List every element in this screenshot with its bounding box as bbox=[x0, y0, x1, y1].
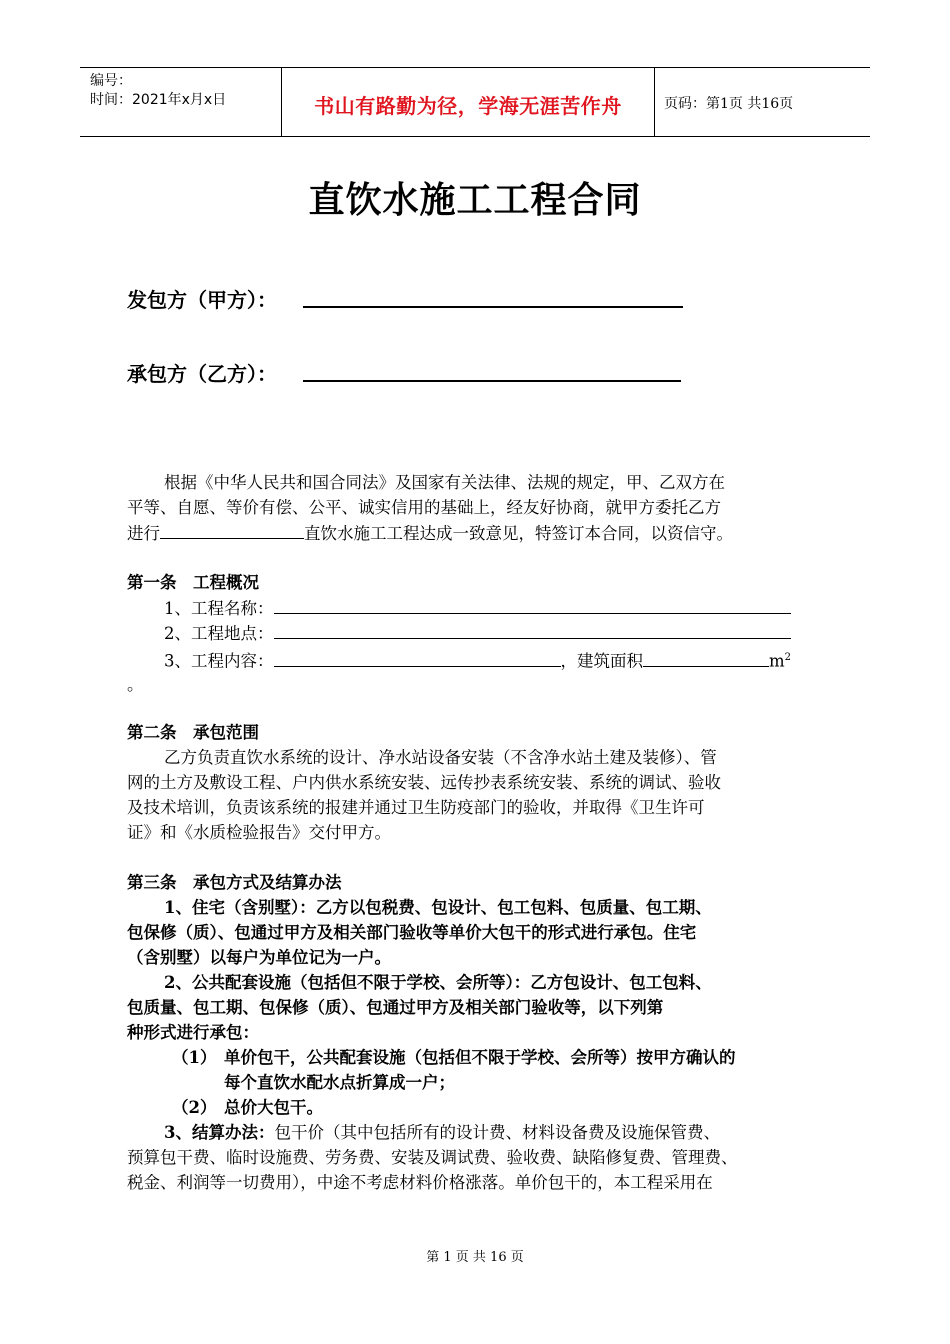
article2-line: 网的土方及敷设工程、户内供水系统安装、远传抄表系统安装、系统的调试、验收 bbox=[127, 773, 721, 792]
party-a-line bbox=[127, 284, 277, 313]
article1-item bbox=[164, 620, 791, 646]
article2-line: 乙方负责直饮水系统的设计、净水站设备安装（不含净水站土建及装修）、管 bbox=[164, 748, 717, 767]
article-heading: 第一条 工程概况 bbox=[127, 573, 259, 592]
item-label: 2、工程地点： bbox=[164, 624, 274, 643]
intro-prefix: 进行 bbox=[127, 524, 160, 543]
article-heading: 第二条 承包范围 bbox=[127, 723, 259, 742]
party-a-label: 发包方（甲方）： bbox=[127, 288, 277, 312]
area-label: ，建筑面积 bbox=[560, 651, 643, 671]
area-blank bbox=[643, 648, 769, 667]
page-title: 直饮水施工工程合同 bbox=[308, 179, 642, 221]
option-number: （2） bbox=[172, 1098, 217, 1117]
party-a-blank bbox=[303, 306, 683, 308]
article3-line: 包质量、包工期、包保修（质）、包通过甲方及相关部门验收等，以下列第 bbox=[127, 998, 664, 1017]
header-motto: 书山有路勤为径，学海无涯苦作舟 bbox=[314, 94, 622, 118]
article1-item bbox=[164, 595, 791, 621]
intro-line: 根据《中华人民共和国合同法》及国家有关法律、法规的规定，甲、乙双方在 bbox=[164, 473, 725, 492]
project-name-blank bbox=[160, 520, 304, 539]
trailing-mark: 。 bbox=[127, 675, 144, 694]
area-unit-sup: 2 bbox=[784, 652, 792, 663]
item-blank bbox=[274, 648, 561, 667]
article3-line bbox=[164, 1120, 720, 1145]
document-header bbox=[80, 67, 870, 137]
article3-line: 包保修（质）、包通过甲方及相关部门验收等单价大包干的形式进行承包。住宅 bbox=[127, 923, 697, 942]
intro-suffix: 直饮水施工工程达成一致意见，特签订本合同，以资信守。 bbox=[304, 524, 733, 543]
item-label: 3、工程内容： bbox=[164, 651, 274, 671]
article1-item bbox=[164, 645, 791, 674]
option-number: （1） bbox=[172, 1048, 217, 1067]
article3-line: 税金、利润等一切费用），中途不考虑材料价格涨落。单价包干的，本工程采用在 bbox=[127, 1173, 713, 1192]
article2-line: 及技术培训，负责该系统的报建并通过卫生防疫部门的验收，并取得《卫生许可 bbox=[127, 798, 705, 817]
item-blank bbox=[274, 595, 791, 614]
header-page-info: 页码：第1页 共16页 bbox=[664, 96, 794, 112]
option-text: 单价包干，公共配套设施（包括但不限于学校、会所等）按甲方确认的 bbox=[224, 1048, 736, 1067]
option-text: 每个直饮水配水点折算成一户； bbox=[224, 1073, 455, 1092]
item-label: 1、工程名称： bbox=[164, 599, 274, 618]
article3-line: （含别墅）以每户为单位记为一户。 bbox=[127, 948, 391, 967]
settlement-label: 3、结算办法： bbox=[164, 1123, 275, 1142]
intro-line: 平等、自愿、等价有偿、公平、诚实信用的基础上，经友好协商，就甲方委托乙方 bbox=[127, 498, 721, 517]
doc-number-label: 编号： bbox=[90, 73, 132, 89]
header-divider bbox=[654, 68, 655, 136]
article-heading: 第三条 承包方式及结算办法 bbox=[127, 873, 342, 892]
intro-line bbox=[127, 520, 733, 546]
article3-line: 种形式进行承包： bbox=[127, 1023, 259, 1042]
header-meta bbox=[90, 72, 226, 110]
settlement-text: 包干价（其中包括所有的设计费、材料设备费及设施保管费、 bbox=[274, 1123, 720, 1142]
item-blank bbox=[274, 620, 791, 639]
page-footer: 第 1 页 共 16 页 bbox=[426, 1250, 524, 1265]
article3-line: 预算包干费、临时设施费、劳务费、安装及调试费、验收费、缺陷修复费、管理费、 bbox=[127, 1148, 738, 1167]
doc-date-label: 时间：2021年x月x日 bbox=[90, 92, 227, 108]
party-b-line bbox=[127, 358, 277, 387]
party-b-label: 承包方（乙方）： bbox=[127, 362, 277, 386]
article3-line: 2、公共配套设施（包括但不限于学校、会所等）：乙方包设计、包工包料、 bbox=[164, 973, 712, 992]
article3-line: 1、住宅（含别墅）：乙方以包税费、包设计、包工包料、包质量、包工期、 bbox=[164, 898, 712, 917]
article2-line: 证》和《水质检验报告》交付甲方。 bbox=[127, 823, 391, 842]
area-unit: m bbox=[769, 651, 785, 671]
option-text: 总价大包干。 bbox=[224, 1098, 323, 1117]
party-b-blank bbox=[303, 380, 681, 382]
